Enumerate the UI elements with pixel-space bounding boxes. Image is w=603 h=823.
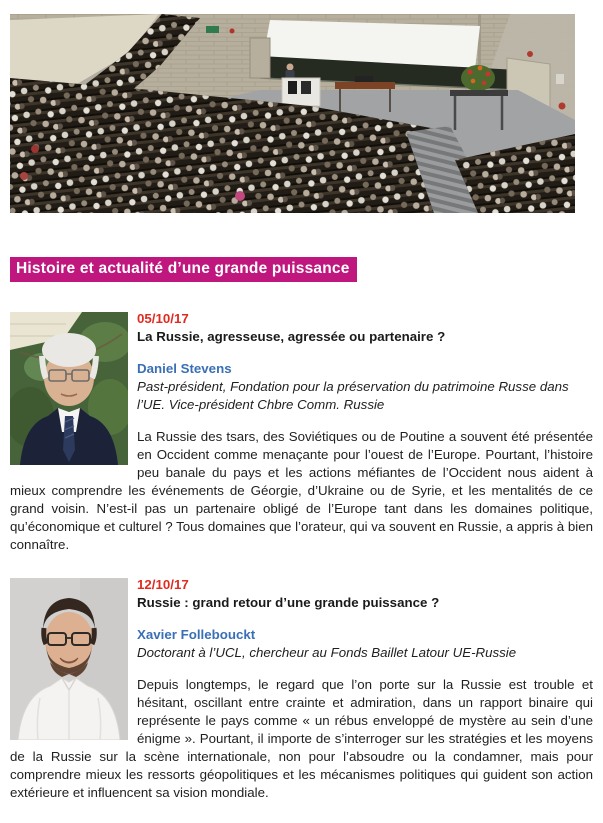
speaker-affiliation: Doctorant à l’UCL, chercheur au Fonds Baillet Latour UE-Russie	[137, 645, 517, 660]
entry-description: La Russie des tsars, des Soviétiques ou de Poutine a souvent été présentée en Occident comme menaçante pour l’ouest de l’Europe. Pourtant, l’histoire peu banale du pays et les actions méfiantes de l’Occident nous aident à mieux comprendre les événements de Géorgie, d’Ukraine ou de Syrie, et les mentalités de ce grand voisin. N’est-il pas un partenaire obligé de l’Europe tant dans les domaines politique, qu’économique et culturel ? Tous domaines que l’orateur, qui va souvent en Russie, a appris à bien connaître.	[10, 429, 593, 552]
section-banner: Histoire et actualité d’une grande puissance	[10, 257, 357, 282]
lecture-hall-photo	[10, 14, 575, 213]
lecture-entry	[10, 576, 593, 802]
bottom-whitespace	[0, 802, 603, 820]
speaker-affiliation: Past-président, Fondation pour la préservation du patrimoine Russe dans l’UE. Vice-président Chbre Comm. Russie	[137, 379, 569, 412]
entry-date: 05/10/17	[137, 311, 189, 326]
entry-description: Depuis longtemps, le regard que l’on porte sur la Russie est trouble et hésitant, oscillant entre crainte et admiration, dans un rapport binaire qui représente le pays comme « un rébus enveloppé de mystère au sein d’une énigme ». Pourtant, il importe de s’interroger sur les stratégies et les moyens de la Russie sur la scène internationale, non pour l’absoudre ou la condamner, mais pour comprendre mieux les ressorts géopolitiques et les mécanismes politiques qui guident son action extérieure et influencent sa vision mondiale.	[10, 677, 593, 800]
lecture-entry	[10, 310, 593, 554]
speaker-photo-xavier-follebouckt	[10, 578, 128, 740]
door-left	[250, 38, 270, 78]
entry-title: La Russie, agresseuse, agressée ou partenaire ?	[137, 329, 446, 344]
newsletter-page	[0, 14, 603, 820]
table	[335, 82, 395, 89]
speaker-figure	[287, 64, 294, 71]
entry-date: 12/10/17	[137, 577, 189, 592]
flower-table	[450, 90, 508, 96]
speaker-name: Daniel Stevens	[137, 361, 232, 376]
entry-title: Russie : grand retour d’une grande puissance ?	[137, 595, 440, 610]
alarm-icon	[230, 29, 235, 34]
speaker-photo-daniel-stevens	[10, 312, 128, 465]
speaker-name: Xavier Follebouckt	[137, 627, 256, 642]
exit-sign-icon	[206, 26, 219, 33]
